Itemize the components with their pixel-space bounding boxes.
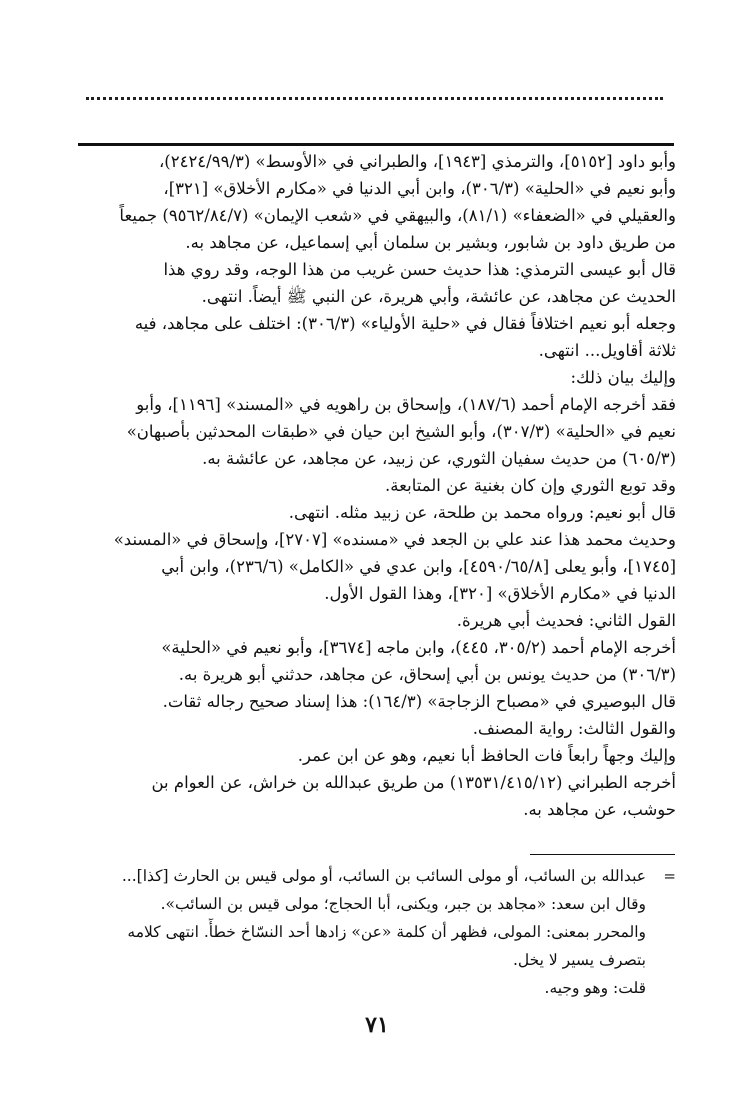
footnote-line: والمحرر بمعنى: المولى، فظهر أن كلمة «عن» زادها أحد النسّاخ خطأً. انتهى كلامه: [127, 923, 646, 941]
footnote-line: قلت: وهو وجيه.: [544, 979, 646, 997]
text-line: (٣٠٦/٣) من حديث يونس بن أبي إسحاق، عن مجاهد، حدثني أبو هريرة به.: [178, 665, 676, 684]
text-line: قال البوصيري في «مصباح الزجاجة» (١٦٤/٣): هذا إسناد صحيح رجاله ثقات.: [162, 692, 676, 711]
text-line: وأبو داود [٥١٥٢]، والترمذي [١٩٤٣]، والطبراني في «الأوسط» (٢٤٢٤/٩٩/٣)،: [158, 152, 676, 171]
text-line: وقد توبع الثوري وإن كان بغنية عن المتابعة.: [385, 476, 676, 495]
header-rule: [78, 143, 674, 146]
text-line: والعقيلي في «الضعفاء» (٨١/١)، والبيهقي في «شعب الإيمان» (٩٥٦٢/٨٤/٧) جميعاً: [119, 206, 676, 225]
text-line: قال أبو نعيم: ورواه محمد بن طلحة، عن زبيد مثله. انتهى.: [288, 503, 676, 522]
text-line: وإليك وجهاً رابعاً فات الحافظ أبا نعيم، وهو عن ابن عمر.: [297, 746, 676, 765]
text-line: أخرجه الإمام أحمد (٣٠٥/٢، ٤٤٥)، وابن ماجه [٣٦٧٤]، وأبو نعيم في «الحلية»: [161, 638, 676, 657]
text-line: فقد أخرجه الإمام أحمد (١٨٧/٦)، وإسحاق بن راهويه في «المسند» [١١٩٦]، وأبو: [136, 395, 676, 414]
text-line: حوشب، عن مجاهد به.: [523, 800, 676, 819]
text-line: الحديث عن مجاهد، عن عائشة، وأبي هريرة، عن النبي ﷺ أيضاً. انتهى.: [201, 287, 676, 306]
text-line: وإليك بيان ذلك:: [570, 368, 676, 387]
header-dotted-rule: [86, 97, 663, 100]
footnote-line: وقال ابن سعد: «مجاهد بن جبر، ويكنى، أبا الحجاج؛ مولى قيس بن السائب».: [160, 895, 646, 913]
text-line: (٦٠٥/٣) من حديث سفيان الثوري، عن زبيد، عن مجاهد، عن عائشة به.: [202, 449, 676, 468]
footnote-body: [76, 862, 646, 1002]
text-line: أخرجه الطبراني (١٣٥٣١/٤١٥/١٢) من طريق عبدالله بن خراش، عن العوام بن: [151, 773, 676, 792]
text-line: والقول الثالث: رواية المصنف.: [472, 719, 676, 738]
page-number: ٧١: [365, 1012, 389, 1038]
text-line: وحديث محمد هذا عند علي بن الجعد في «مسنده» [٢٧٠٧]، وإسحاق في «المسند»: [113, 530, 676, 549]
text-line: [١٧٤٥]، وأبو يعلى [٤٥٩٠/٦٥/٨]، وابن عدي في «الكامل» (٢٣٦/٦)، وابن أبي: [161, 557, 676, 576]
footnote-separator: [530, 854, 675, 855]
text-line: وجعله أبو نعيم اختلافاً فقال في «حلية الأولياء» (٣٠٦/٣): اختلف على مجاهد، فيه: [134, 314, 676, 333]
text-line: ثلاثة أقاويل... انتهى.: [538, 341, 676, 360]
text-line: من طريق داود بن شابور، وبشير بن سلمان أبي إسماعيل، عن مجاهد به.: [185, 233, 676, 252]
main-text-block: [76, 148, 676, 823]
footnotes-block: [76, 862, 676, 1002]
footnote-line: عبدالله بن السائب، أو مولى السائب بن السائب، أو مولى قيس بن الحارث [كذا]...: [121, 867, 646, 885]
footnote-line: بتصرف يسير لا يخل.: [512, 951, 646, 969]
text-line: نعيم في «الحلية» (٣٠٧/٣)، وأبو الشيخ ابن حيان في «طبقات المحدثين بأصبهان»: [126, 422, 676, 441]
footnote-continuation-marker: =: [663, 867, 676, 885]
text-line: الدنيا في «مكارم الأخلاق» [٣٢٠]، وهذا القول الأول.: [324, 584, 676, 603]
text-line: وأبو نعيم في «الحلية» (٣٠٦/٣)، وابن أبي الدنيا في «مكارم الأخلاق» [٣٢١]،: [163, 179, 676, 198]
text-line: قال أبو عيسى الترمذي: هذا حديث حسن غريب من هذا الوجه، وقد روي هذا: [163, 260, 676, 279]
text-line: القول الثاني: فحديث أبي هريرة.: [456, 611, 676, 630]
